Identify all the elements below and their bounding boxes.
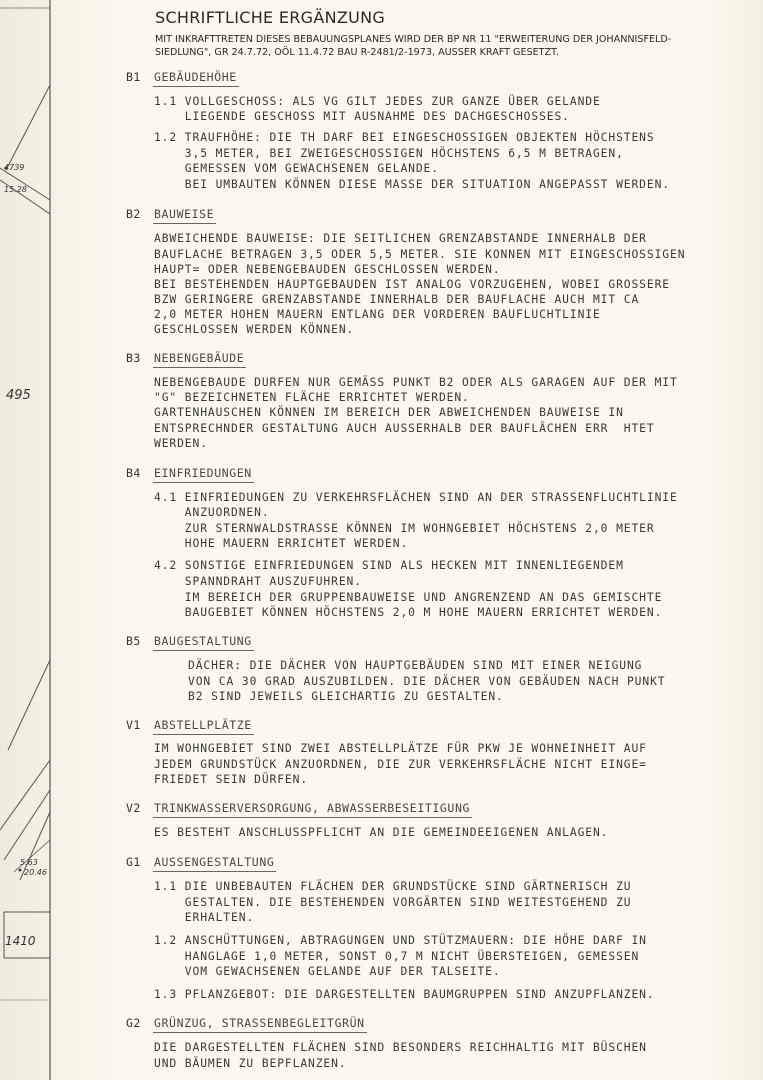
text-line: 2,0 METER HOHEN MAUERN ENTLANG DER VORDEREN BAUFLUCHTLINIE [154, 308, 601, 321]
text-line: ERHALTEN. [154, 911, 255, 924]
section-code: B3 [126, 351, 141, 365]
text-line: 1.1 DIE UNBEBAUTEN FLÄCHEN DER GRUNDSTÜCKE SIND GÄRTNERISCH ZU [154, 880, 632, 893]
text-line: GESCHLOSSEN WERDEN KÖNNEN. [154, 323, 355, 336]
section-title: GRÜNZUG, STRASSENBEGLEITGRÜN [154, 1016, 365, 1030]
section-title: GEBÄUDEHÖHE [154, 70, 237, 84]
section-code: G1 [126, 855, 141, 869]
text-line: IM WOHNGEBIET SIND ZWEI ABSTELLPLÄTZE FÜR PKW JE WOHNEINHEIT AUF [154, 742, 647, 755]
text-line: "G" BEZEICHNETEN FLÄCHE ERRICHTET WERDEN. [154, 391, 470, 404]
text-line: VOM GEWACHSENEN GELANDE AUF DER TALSEITE. [154, 965, 501, 978]
text-line: 4.1 EINFRIEDUNGEN ZU VERKEHRSFLÄCHEN SIND AN DER STRASSENFLUCHTLINIE [154, 491, 678, 504]
section-title: TRINKWASSERVERSORGUNG, ABWASSERBESEITIGUNG [154, 801, 470, 815]
text-line: 1.2 TRAUFHÖHE: DIE TH DARF BEI EINGESCHOSSIGEN OBJEKTEN HÖCHSTENS [154, 131, 655, 144]
text-line: 4.2 SONSTIGE EINFRIEDUNGEN SIND ALS HECKEN MIT INNENLIEGENDEM [154, 559, 624, 572]
text-line: BEI UMBAUTEN KÖNNEN DIESE MASSE DER SITUATION ANGEPASST WERDEN. [154, 178, 670, 191]
text-line: 1.1 VOLLGESCHOSS: ALS VG GILT JEDES ZUR GANZE ÜBER GELANDE [154, 95, 601, 108]
text-line: VON CA 30 GRAD AUSZUBILDEN. DIE DÄCHER VON GEBÄUDEN NACH PUNKT [188, 675, 666, 688]
section-code: V2 [126, 801, 141, 815]
text-line: ZUR STERNWALDSTRASSE KÖNNEN IM WOHNGEBIET HÖCHSTENS 2,0 METER [154, 522, 655, 535]
section-code: B2 [126, 207, 141, 221]
map-number: 20.46 [24, 868, 47, 877]
text-line: JEDEM GRUNDSTÜCK ANZUORDNEN, DIE ZUR VERKEHRSFLÄCHE NICHT EINGE= [154, 758, 647, 771]
map-number: 15.28 [4, 185, 27, 194]
map-lines [0, 0, 56, 1080]
text-line: BZW GERINGERE GRENZABSTANDE INNERHALB DER BAUFLACHE AUCH MIT CA [154, 293, 640, 306]
text-line: NEBENGEBAUDE DURFEN NUR GEMÄSS PUNKT B2 ODER ALS GARAGEN AUF DER MIT [154, 376, 678, 389]
section-code: G2 [126, 1016, 141, 1030]
text-line: DÄCHER: DIE DÄCHER VON HAUPTGEBÄUDEN SIND MIT EINER NEIGUNG [188, 659, 643, 672]
text-line: B2 SIND JEWEILS GLEICHARTIG ZU GESTALTEN. [188, 690, 504, 703]
section-title: BAUGESTALTUNG [154, 634, 252, 648]
text-line: ES BESTEHT ANSCHLUSSPFLICHT AN DIE GEMEINDEEIGENEN ANLAGEN. [154, 826, 609, 839]
text-line: BAUGEBIET KÖNNEN HÖCHSTENS 2,0 M HOHE MAUERN ERRICHTET WERDEN. [154, 606, 663, 619]
section-title: AUSSENGESTALTUNG [154, 855, 275, 869]
text-line: ANZUORDNEN. [154, 506, 270, 519]
text-line: HOHE MAUERN ERRICHTET WERDEN. [154, 537, 409, 550]
text-line: GARTENHAUSCHEN KÖNNEN IM BEREICH DER ABWEICHENDEN BAUWEISE IN [154, 406, 624, 419]
section-code: V1 [126, 718, 141, 732]
section-title: BAUWEISE [154, 207, 215, 221]
text-line: GEMESSEN VOM GEWACHSENEN GELANDE. [154, 162, 439, 175]
text-line: HANGLAGE 1,0 METER, SONST 0,7 M NICHT ÜBERSTEIGEN, GEMESSEN [154, 950, 640, 963]
parcel-number: 495 [6, 388, 31, 403]
text-line: UND BÄUMEN ZU BEPFLANZEN. [154, 1057, 347, 1070]
section-title: ABSTELLPLÄTZE [154, 718, 252, 732]
text-line: HAUPT= ODER NEBENGEBAUDEN GESCHLOSSEN WERDEN. [154, 263, 501, 276]
text-line: BEI BESTEHENDEN HAUPTGEBAUDEN IST ANALOG VORZUGEHEN, WOBEI GROSSERE [154, 278, 670, 291]
page-title: SCHRIFTLICHE ERGÄNZUNG [155, 8, 386, 27]
text-line: ENTSPRECHNDER GESTALTUNG AUCH AUSSERHALB DER BAUFLÄCHEN ERR HTET [154, 422, 655, 435]
map-fragment [0, 0, 56, 1080]
text-line: DIE DARGESTELLTEN FLÄCHEN SIND BESONDERS REICHHALTIG MIT BÜSCHEN [154, 1041, 647, 1054]
section-code: B1 [126, 70, 141, 84]
map-number: 5.63 [20, 858, 38, 867]
intro-text [155, 33, 760, 59]
section-code: B5 [126, 634, 141, 648]
intro-line: SIEDLUNG", GR 24.7.72, OÖL 11.4.72 BAU R-2481/2-1973, AUSSER KRAFT GESETZT. [155, 47, 559, 58]
text-line: WERDEN. [154, 437, 208, 450]
text-line: IM BEREICH DER GRUPPENBAUWEISE UND ANGRENZEND AN DAS GEMISCHTE [154, 591, 663, 604]
text-line: SPANNDRAHT AUSZUFUHREN. [154, 575, 362, 588]
section-title: EINFRIEDUNGEN [154, 466, 252, 480]
section-code: B4 [126, 466, 141, 480]
parcel-number: 1410 [5, 934, 36, 948]
section-title: NEBENGEBÄUDE [154, 351, 245, 365]
text-line: BAUFLACHE BETRAGEN 3,5 ODER 5,5 METER. SIE KONNEN MIT EINGESCHOSSIGEN [154, 248, 686, 261]
text-line: LIEGENDE GESCHOSS MIT AUSNAHME DES DACHGESCHOSSES. [154, 110, 570, 123]
intro-line: MIT INKRAFTTRETEN DIESES BEBAUUNGSPLANES WIRD DER BP NR 11 "ERWEITERUNG DER JOHANNISFELD- [155, 34, 672, 45]
text-line: 1.3 PFLANZGEBOT: DIE DARGESTELLTEN BAUMGRUPPEN SIND ANZUPFLANZEN. [154, 988, 655, 1001]
map-number: 4739 [4, 163, 25, 172]
text-line: ABWEICHENDE BAUWEISE: DIE SEITLICHEN GRENZABSTANDE INNERHALB DER [154, 232, 647, 245]
text-line: 3,5 METER, BEI ZWEIGESCHOSSIGEN HÖCHSTENS 6,5 M BETRAGEN, [154, 147, 624, 160]
text-line: FRIEDET SEIN DÜRFEN. [154, 773, 309, 786]
text-line: 1.2 ANSCHÜTTUNGEN, ABTRAGUNGEN UND STÜTZMAUERN: DIE HÖHE DARF IN [154, 934, 647, 947]
text-line: GESTALTEN. DIE BESTEHENDEN VORGÄRTEN SIND WEITESTGEHEND ZU [154, 896, 632, 909]
